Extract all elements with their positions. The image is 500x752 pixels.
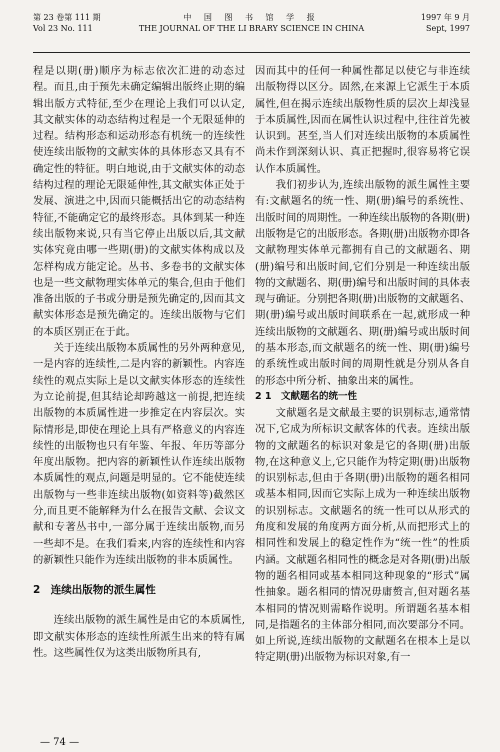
right-column (255, 63, 470, 666)
subsection-heading: 2 1 文献题名的统一性 (255, 390, 358, 402)
issue-cn: 第 23 卷第 111 期 (33, 13, 101, 22)
paragraph: 连续出版物的派生属性是由它的本质属性,即文献实体形态的连续性所派生出来的特有属性。这些属性仅为这类出版物所具有, (33, 614, 245, 659)
issue-en: Vol 23 No. 111 (33, 24, 93, 33)
date-en: Sept, 1997 (426, 24, 470, 33)
journal-title (33, 12, 470, 34)
spacer (33, 568, 245, 582)
running-header (33, 8, 470, 53)
paragraph: 我们初步认为,连续出版物的派生属性主要有:文献题名的统一性、期(册)编号的系统性、出版时间的周期性。一种连续出版物的各期(册)出版物是它的出版形态。各期(册)出版物亦即各文献物理实体单元都拥有自己的文献题名、期(册)编号和出版时间,它们分别是一种连续出版物的文献题名、期(册)编号和出版时间的具体表现与确证。分别把各期(册)出版物的文献题名、期(册)编号或出版时间联系在一起,就形成一种连续出版物的文献题名、期(册)编号或出版时间的基本形态,而文献题名的统一性、期(册)编号的系统性或出版时间的周期性就是分别从各自的形态中所分析、抽象出来的属性。 (255, 179, 470, 387)
left-column (33, 63, 245, 661)
paragraph: 程是以期(册)顺序为标志依次汇进的动态过程。而且,由于预先未确定编辑出版终止期的编辑出版方式特征,至少在理论上我们可以认定,其文献实体的动态结构过程是一个无限延伸的过程。结构形态和运动形态有机统一的连续性使连续出版物的文献实体的具体形态又具有不确定性的特征。明白地说,由于文献实体的动态结构过程的理论无限延伸性,其文献实体正处于发展、演进之中,因而只能概括出它的动态结构特征,不能确定它的最终形态。具体到某一种连续出版物来说,只有当它停止出版以后,其文献实体究竟由哪一些期(册)的文献实体构成以及怎样构成方能定论。丛书、多卷书的文献实体也是一些文献物理实体单元的集合,但由于他们准备出版的子书或分册是预先确定的,因而其文献实体形态是预先确定的。连续出版物与它们的本质区别正在于此。 (33, 65, 245, 338)
paragraph: 关于连续出版物本质属性的另外两种意见,一是内容的连续性,二是内容的新颖性。内容连续性的观点实际上是以文献实体形态的连续性为立论前提,但其结论却跨越这一前提,把连续出版物的本质属性进一步推定在内容层次。实际情形是,即使在理论上具有严格意义的内容连续性的出版物也只有年鉴、年报、年历等部分年度出版物。把内容的新颖性认作连续出版物本质属性的观点,问题是明显的。它不能使连续出版物与一些非连续出版物(如资料等)截然区分,而且更不能解释为什么在报告文献、会议文献和专著丛书中,一部分属于连续出版物,而另一些却不是。在我们看来,内容的连续性和内容的新颖性只能作为连续出版物的非本质属性。 (33, 342, 245, 566)
publication-date (421, 12, 470, 34)
journal-title-en: THE JOURNAL OF THE LI BRARY SCIENCE IN CHINA (138, 24, 365, 33)
spacer (33, 598, 245, 612)
page-number: — 74 — (40, 737, 80, 748)
paragraph: 文献题名是文献最主要的识别标志,通常情况下,它成为所标识文献客体的代表。连续出版物的文献题名的标识对象是它的各期(册)出版物,在这种意义上,它只能作为特定期(册)出版物的识别标志,但由于各期(册)出版物的题名相同或基本相同,因而它实际上成为一种连续出版物的识别标志。文献题名的统一性可以从形式的角度和发展的角度两方面分析,从而把形式上的相同性和发展上的稳定性作为“统一性”的性质内涵。文献题名相同性的概念是对各期(册)出版物的题名相同或基本相同这种现象的“形式”属性抽象。题名相同的情况毋庸赘言,但对题名基本相同的情况则需略作说明。所谓题名基本相同,是指题名的主体部分相同,而次要部分不同。如上所说,连续出版物的文献题名在根本上是以特定期(册)出版物为标识对象,有一 (255, 406, 470, 664)
section-heading: 2 连续出版物的派生属性 (33, 584, 156, 597)
date-cn: 1997 年 9 月 (420, 13, 470, 22)
paragraph: 因而其中的任何一种属性都足以使它与非连续出版物得以区分。固然,在来源上它派生于本质属性,但在揭示连续出版物性质的层次上却浅显于本质属性,因而在属性认识过程中,往往首先被认识到。甚至,当人们对连续出版物的本质属性尚未作到深刻认识、真正把握时,很容易将它误认作本质属性。 (255, 65, 470, 175)
journal-title-cn: 中 国 图 书 馆 学 报 (183, 13, 320, 22)
